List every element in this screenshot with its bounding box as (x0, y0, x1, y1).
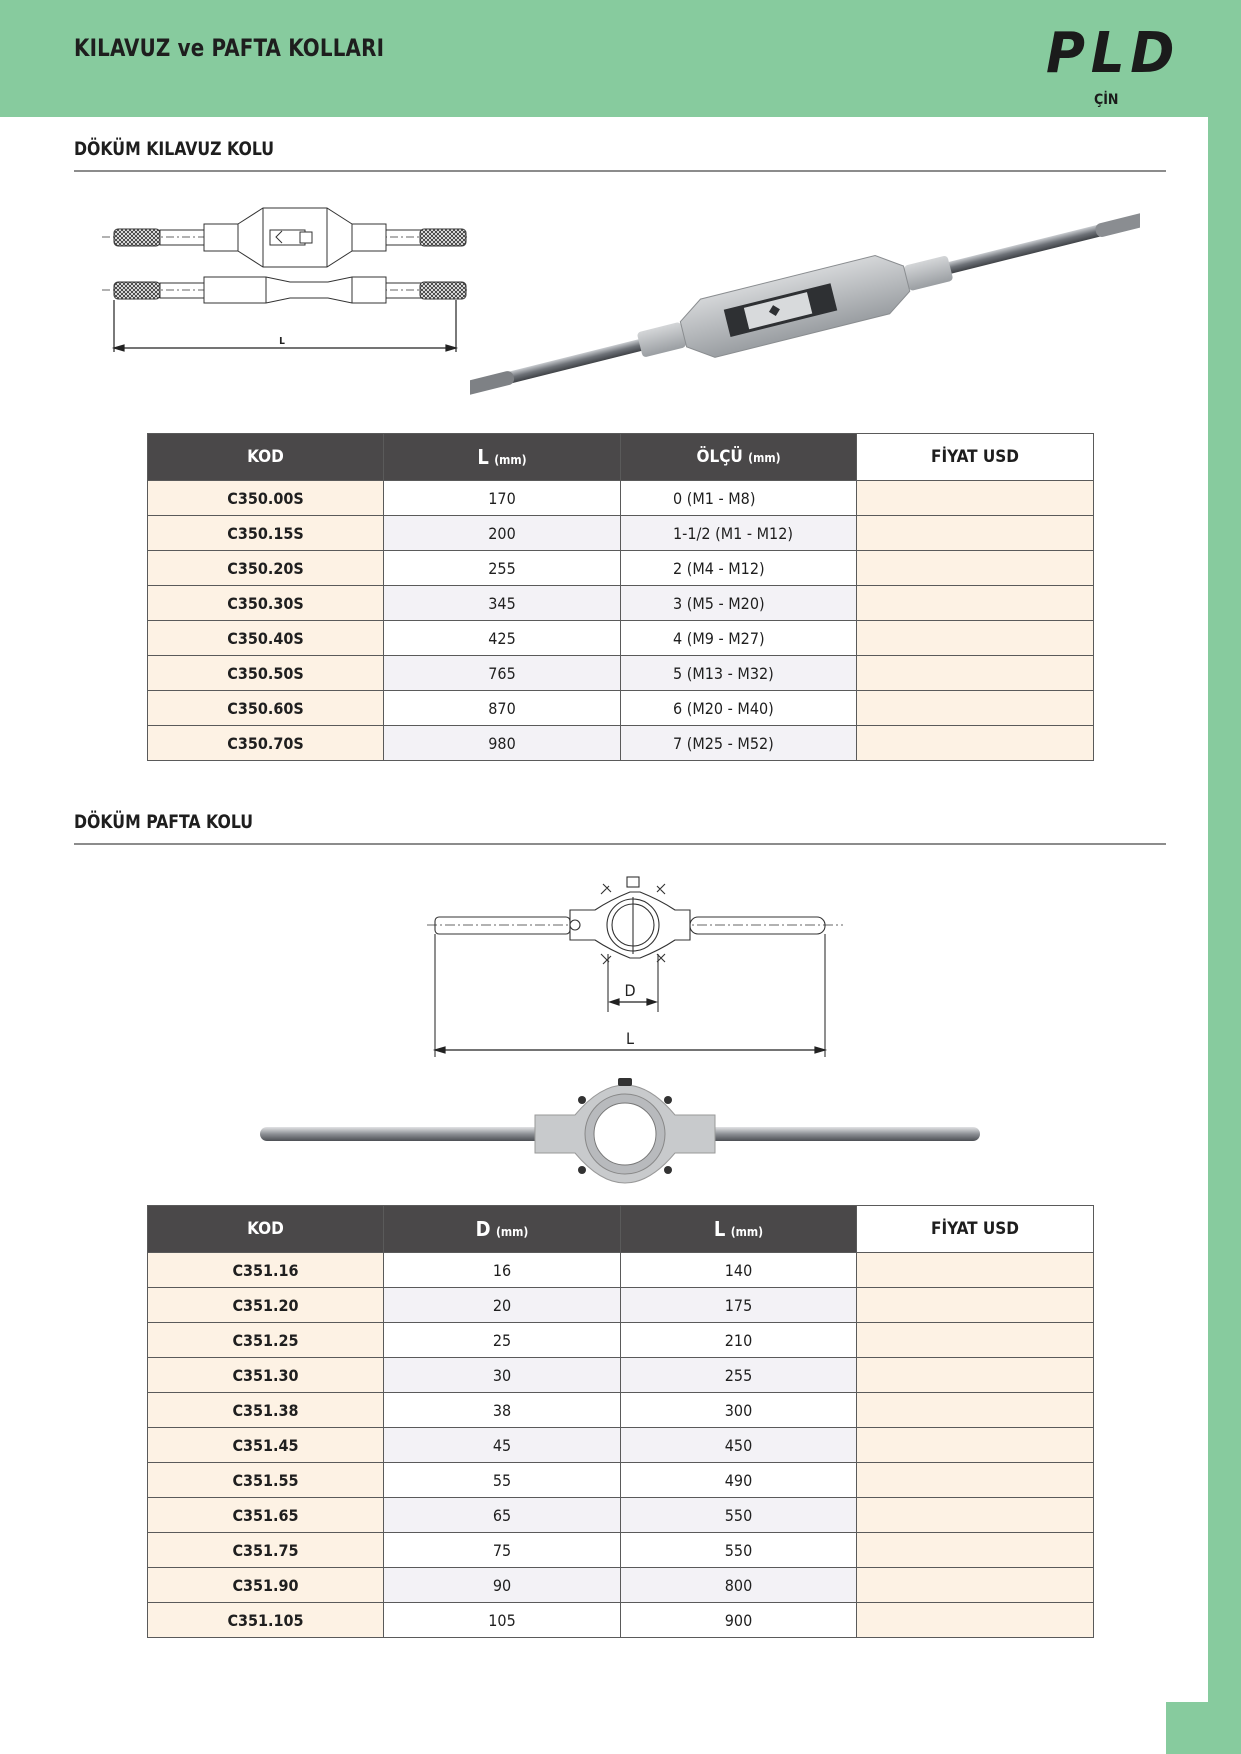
price-cell (857, 1463, 1094, 1498)
price-cell (857, 1358, 1094, 1393)
price-cell (857, 516, 1094, 551)
size-value: 6 (M20 - M40) (621, 691, 857, 726)
size-value: 7 (M25 - M52) (621, 726, 857, 761)
column-header-price: FİYAT USD (857, 434, 1094, 481)
product-code: C351.25 (148, 1323, 384, 1358)
length-value: 800 (621, 1568, 857, 1603)
length-value: 980 (384, 726, 621, 761)
table-row (148, 586, 1094, 621)
table-row (148, 481, 1094, 516)
length-value: 550 (621, 1498, 857, 1533)
table-header-row (148, 434, 1094, 481)
price-cell (857, 1568, 1094, 1603)
price-cell (857, 656, 1094, 691)
diameter-value: 75 (384, 1533, 621, 1568)
tap-wrench-side-view (102, 277, 468, 303)
column-header-code: KOD (148, 1206, 384, 1253)
section-title-tap-wrench: DÖKÜM KILAVUZ KOLU (74, 138, 274, 160)
price-cell (857, 1498, 1094, 1533)
page-title: KILAVUZ ve PAFTA KOLLARI (74, 34, 385, 62)
length-value: 200 (384, 516, 621, 551)
table-row (148, 621, 1094, 656)
length-value: 765 (384, 656, 621, 691)
length-value: 255 (621, 1358, 857, 1393)
section-divider (74, 843, 1166, 845)
length-value: 300 (621, 1393, 857, 1428)
table-row (148, 691, 1094, 726)
section-title-die-stock: DÖKÜM PAFTA KOLU (74, 811, 253, 833)
brand-origin: ÇİN (1094, 92, 1119, 108)
table-header-row (148, 1206, 1094, 1253)
side-accent-band (1208, 0, 1241, 1754)
product-code: C351.65 (148, 1498, 384, 1533)
price-cell (857, 726, 1094, 761)
product-code: C351.30 (148, 1358, 384, 1393)
table-row (148, 1393, 1094, 1428)
tap-wrench-photo (470, 210, 1140, 400)
diameter-value: 45 (384, 1428, 621, 1463)
length-value: 550 (621, 1533, 857, 1568)
price-cell (857, 1533, 1094, 1568)
table-row (148, 516, 1094, 551)
table-row (148, 726, 1094, 761)
size-value: 2 (M4 - M12) (621, 551, 857, 586)
diameter-value: 55 (384, 1463, 621, 1498)
dimension-l-label: L (625, 1029, 635, 1048)
column-header-code: KOD (148, 434, 384, 481)
product-code: C351.45 (148, 1428, 384, 1463)
diameter-value: 30 (384, 1358, 621, 1393)
product-code: C351.16 (148, 1253, 384, 1288)
diameter-value: 38 (384, 1393, 621, 1428)
length-value: 490 (621, 1463, 857, 1498)
product-code: C350.70S (148, 726, 384, 761)
dimension-d-label: D (624, 981, 636, 1000)
product-code: C351.55 (148, 1463, 384, 1498)
tap-wrench-table (147, 433, 1094, 761)
die-stock-drawing (425, 872, 845, 1062)
product-code: C350.60S (148, 691, 384, 726)
size-value: 3 (M5 - M20) (621, 586, 857, 621)
price-cell (857, 621, 1094, 656)
product-code: C351.75 (148, 1533, 384, 1568)
table-row (148, 1463, 1094, 1498)
table-row (148, 1533, 1094, 1568)
length-value: 210 (621, 1323, 857, 1358)
table-row (148, 1358, 1094, 1393)
length-value: 450 (621, 1428, 857, 1463)
length-value: 870 (384, 691, 621, 726)
tap-wrench-drawing (100, 200, 470, 360)
price-cell (857, 1253, 1094, 1288)
length-value: 255 (384, 551, 621, 586)
table-row (148, 1603, 1094, 1638)
price-cell (857, 1393, 1094, 1428)
length-value: 425 (384, 621, 621, 656)
length-value: 900 (621, 1603, 857, 1638)
die-stock-photo (255, 1075, 985, 1190)
table-row (148, 1323, 1094, 1358)
brand-logo: PLD (1046, 21, 1181, 86)
table-row (148, 1253, 1094, 1288)
product-code: C350.00S (148, 481, 384, 516)
size-value: 0 (M1 - M8) (621, 481, 857, 516)
diameter-value: 16 (384, 1253, 621, 1288)
column-header-length: L (mm) (384, 434, 621, 481)
price-cell (857, 481, 1094, 516)
dimension-l (114, 300, 456, 352)
diameter-value: 90 (384, 1568, 621, 1603)
product-code: C351.38 (148, 1393, 384, 1428)
table-row (148, 1288, 1094, 1323)
column-header-size: ÖLÇÜ (mm) (621, 434, 857, 481)
product-code: C350.50S (148, 656, 384, 691)
product-code: C350.30S (148, 586, 384, 621)
price-cell (857, 551, 1094, 586)
column-header-price: FİYAT USD (857, 1206, 1094, 1253)
product-code: C350.15S (148, 516, 384, 551)
diameter-value: 20 (384, 1288, 621, 1323)
length-value: 140 (621, 1253, 857, 1288)
price-cell (857, 691, 1094, 726)
table-row (148, 656, 1094, 691)
column-header-length: L (mm) (621, 1206, 857, 1253)
table-row (148, 1568, 1094, 1603)
dimension-l-label: L (279, 336, 285, 347)
product-code: C350.40S (148, 621, 384, 656)
page-corner-tab (1166, 1702, 1241, 1754)
diameter-value: 65 (384, 1498, 621, 1533)
table-row (148, 1498, 1094, 1533)
table-row (148, 551, 1094, 586)
size-value: 5 (M13 - M32) (621, 656, 857, 691)
table-row (148, 1428, 1094, 1463)
price-cell (857, 1288, 1094, 1323)
diameter-value: 105 (384, 1603, 621, 1638)
tap-wrench-top-view (102, 208, 468, 267)
product-code: C351.20 (148, 1288, 384, 1323)
section-divider (74, 170, 1166, 172)
column-header-diameter: D (mm) (384, 1206, 621, 1253)
price-cell (857, 1603, 1094, 1638)
product-code: C351.105 (148, 1603, 384, 1638)
length-value: 170 (384, 481, 621, 516)
diameter-value: 25 (384, 1323, 621, 1358)
length-value: 345 (384, 586, 621, 621)
product-code: C350.20S (148, 551, 384, 586)
price-cell (857, 1428, 1094, 1463)
length-value: 175 (621, 1288, 857, 1323)
size-value: 1-1/2 (M1 - M12) (621, 516, 857, 551)
product-code: C351.90 (148, 1568, 384, 1603)
die-stock-table (147, 1205, 1094, 1638)
size-value: 4 (M9 - M27) (621, 621, 857, 656)
price-cell (857, 1323, 1094, 1358)
price-cell (857, 586, 1094, 621)
